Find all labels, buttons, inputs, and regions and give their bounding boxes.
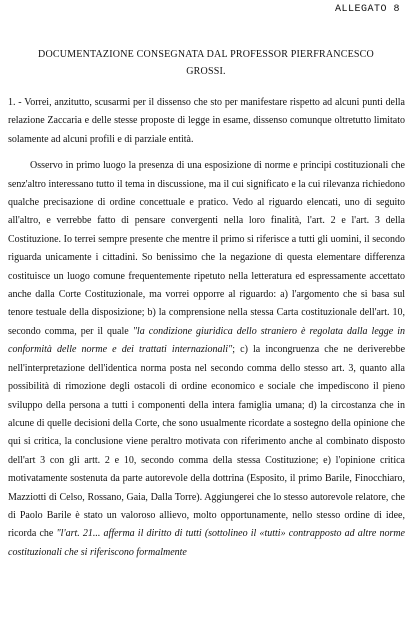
title-line-2: GROSSI.	[186, 66, 226, 77]
paragraph-1: 1. - Vorrei, anzitutto, scusarmi per il dissenso che sto per manifestare rispetto ad alcuni punti della relazione Zaccaria e delle stesse proposte di legge in esame, dissenso comunque oltretutto limitato solamente ad alcuni profili e di parziale entità.	[8, 97, 405, 145]
document-body	[8, 94, 405, 562]
paragraph-2-part-c: ; c) la incongruenza che ne deriverebbe nell'interpretazione dell'identica norma posta nel secondo comma dello stesso art. 3, quanto alla possibilità di rimozione degli ostacoli di ordine economico e sociale che impediscono il pieno sviluppo della persona a tutti i componenti della intera famiglia umana; d) la circostanza che in alcune di quelle decisioni della Corte, che sono usualmente ricordate a sostegno della opinione che qui si critica, la conclusione viene peraltro motivata con riferimento anche al combinato disposto dell'art 3 con gli artt. 2 e 10, secondo comma della stessa Costituzione; e) l'opinione critica motivatamente sostenuta da parte autorevole della dottrina (Esposito, il primo Barile, Finocchiaro, Mazziotti di Celso, Rossano, Gaia, Dalla Torre). Aggiungerei che lo stesso autorevole relatore, che di Paolo Barile è stato un valoroso allievo, molto opportunamente, nello stesso ordine di idee, ricorda che	[8, 344, 406, 540]
paragraph-2-quote-art21: "l'art. 21... afferma il diritto di tutti (sottolineo il «tutti» contrapposto ad altre norme costituzionali che si riferiscono formalmente	[8, 528, 405, 558]
document-title	[10, 46, 402, 80]
paragraph-2	[8, 157, 405, 562]
title-line-1: DOCUMENTAZIONE CONSEGNATA DAL PROFESSOR PIERFRANCESCO	[38, 49, 374, 60]
paragraph-2-quote-art10: "la condizione giuridica dello straniero è regolata dalla legge in conformità delle norme e dei trattati internazionali"	[8, 325, 405, 356]
allegato-label: ALLEGATO 8	[334, 4, 400, 15]
paragraph-2-part-a: Osservo in primo luogo la presenza di una esposizione di norme e principi costituzionali che senz'altro interessano tutto il tema in discussione, ma il cui significato e la cui rilevanza richiedono qualche precisazione di ordine concettuale e pratico. Vedo al riguardo elencati, uno di seguito all'altro, e verrebbe fatto di pensare convergenti nella loro finalità, l'art. 2 e l'art. 3 della Costituzione. Io terrei sempre presente che mentre il primo si riferisce a tutti gli uomini, il secondo riguarda unicamente i cittadini. So benissimo che la negazione di questa elementare differenza costituisce un luogo comune frequentemente ripetuto nella letteratura ed espressamente accettato anche dalla Corte Costituzionale, ma vorrei opporre al riguardo: a) l'argomento che si basa sul tenore testuale della disposizione; b) la comprensione nella stessa Carta costituzionale dell'art. 10, secondo comma, per il quale	[8, 160, 405, 337]
